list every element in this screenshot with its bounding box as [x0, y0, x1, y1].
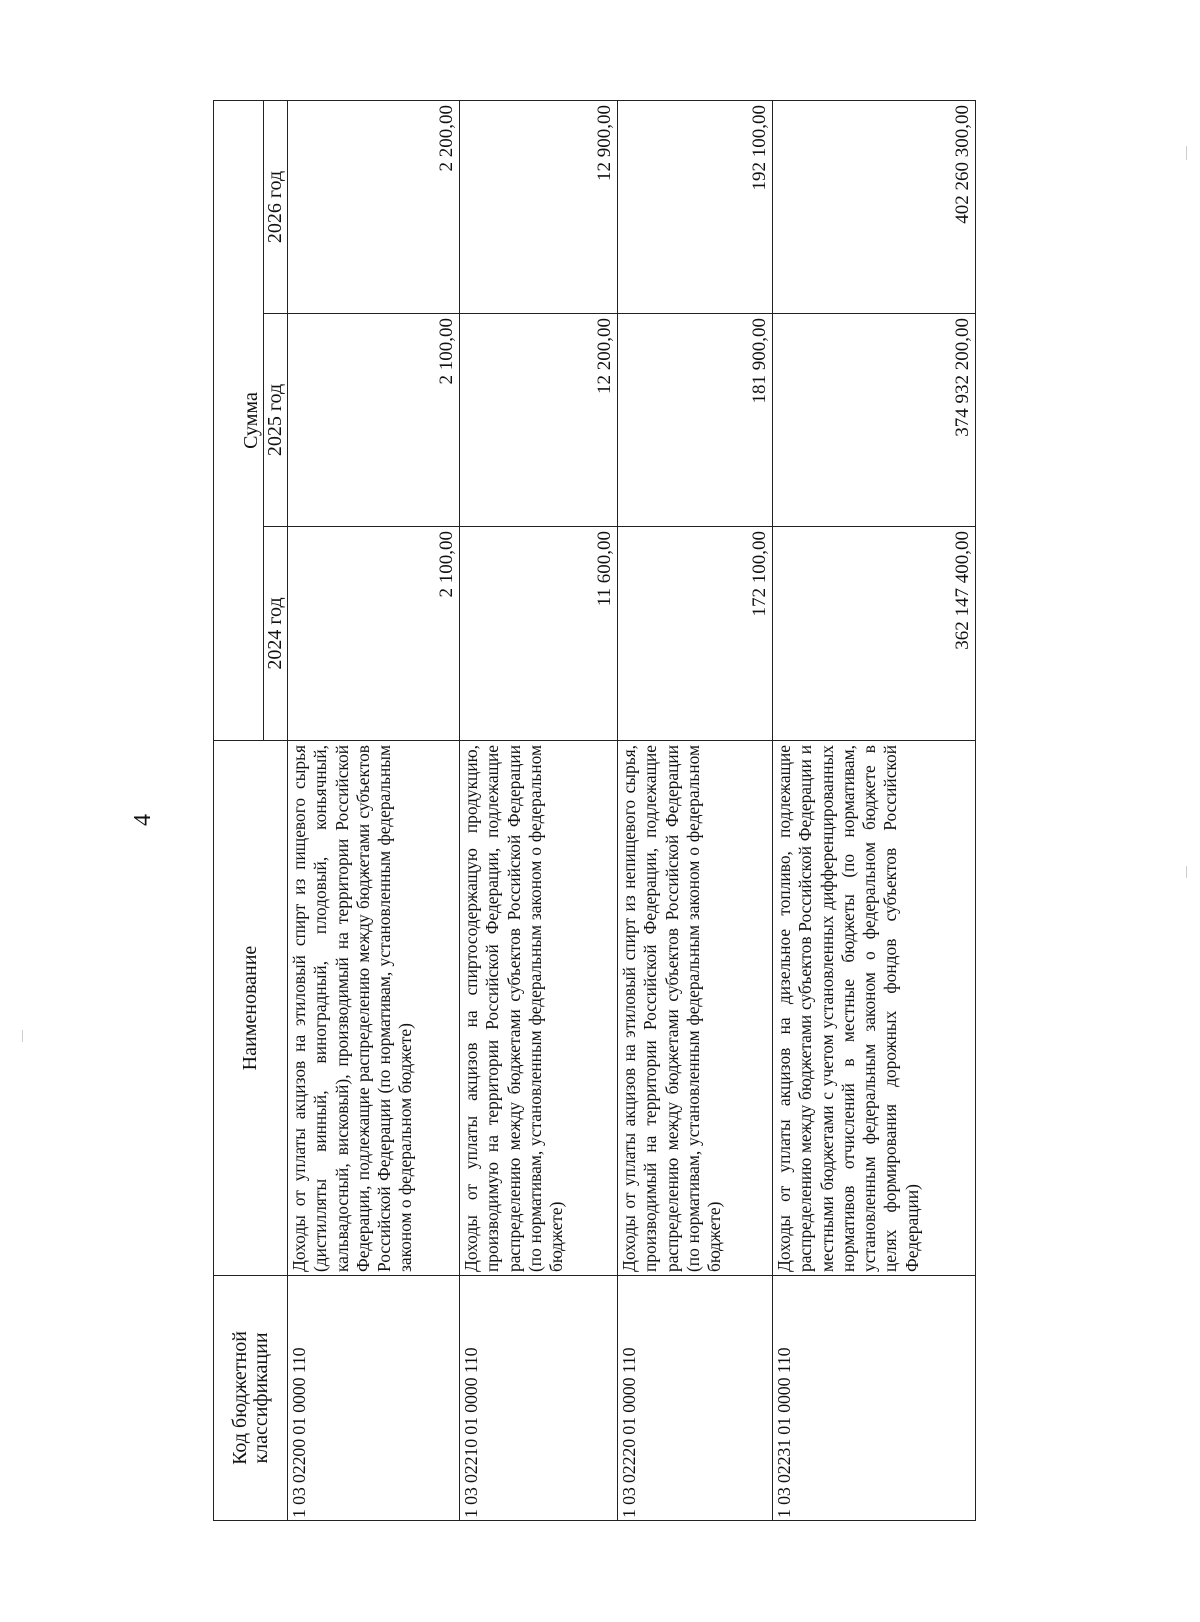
scan-mark — [22, 1030, 23, 1042]
budget-income-table — [213, 101, 973, 1521]
row-amount-2026: 12 900,00 — [460, 100, 618, 313]
row-name: Доходы от уплаты акцизов на спиртосодержащую продукцию, производимую на территории Российской Федерации, подлежащие распределению между бюджетами субъектов Российской Федерации (по нормативам, установленным федеральным законом о федеральном бюджете) — [460, 741, 618, 1276]
row-amount-2024: 11 600,00 — [460, 527, 618, 741]
row-code: 1 03 02231 01 0000 110 — [773, 1276, 976, 1521]
table-row — [773, 100, 976, 1520]
row-amount-2025: 12 200,00 — [460, 314, 618, 527]
scan-mark — [1186, 866, 1187, 878]
row-name: Доходы от уплаты акцизов на этиловый спирт из пищевого сырья (дистилляты винный, виноградный, плодовый, коньячный, кальвадосный, висковый), производимый на территории Российской Федерации, подлежащие распределению между бюджетами субъектов Российской Федерации (по нормативам, установленным федеральным законом о федеральном бюджете) — [288, 741, 460, 1276]
row-code: 1 03 02200 01 0000 110 — [288, 1276, 460, 1521]
table-row — [460, 100, 618, 1520]
row-name: Доходы от уплаты акцизов на этиловый спирт из непищевого сырья, производимый на территории Российской Федерации, подлежащие распределению между бюджетами субъектов Российской Федерации (по нормативам, установленным федеральным законом о федеральном бюджете) — [618, 741, 773, 1276]
row-amount-2025: 374 932 200,00 — [773, 314, 976, 527]
scan-mark — [1186, 146, 1187, 160]
header-code: Код бюджетной классификации — [214, 1276, 288, 1521]
row-amount-2024: 172 100,00 — [618, 527, 773, 741]
page-number: 4 — [130, 814, 156, 826]
row-amount-2025: 2 100,00 — [288, 314, 460, 527]
row-amount-2024: 362 147 400,00 — [773, 527, 976, 741]
header-year-2025: 2025 год — [264, 314, 288, 527]
row-name: Доходы от уплаты акцизов на дизельное топливо, подлежащие распределению между бюджетами субъектов Российской Федерации и местными бюджетами с учетом установленных дифференцированных нормативов отчислений в местные бюджеты (по нормативам, установленным федеральным законом о федеральном бюджете в целях формирования дорожных фондов субъектов Российской Федерации) — [773, 741, 976, 1276]
table-row — [618, 100, 773, 1520]
header-sum: Сумма — [214, 100, 264, 740]
row-amount-2025: 181 900,00 — [618, 314, 773, 527]
row-amount-2026: 2 200,00 — [288, 100, 460, 313]
row-amount-2026: 192 100,00 — [618, 100, 773, 313]
header-year-2024: 2024 год — [264, 527, 288, 741]
row-code: 1 03 02220 01 0000 110 — [618, 1276, 773, 1521]
table-row — [288, 100, 460, 1520]
row-amount-2026: 402 260 300,00 — [773, 100, 976, 313]
header-year-2026: 2026 год — [264, 100, 288, 313]
header-name: Наименование — [214, 741, 288, 1276]
row-code: 1 03 02210 01 0000 110 — [460, 1276, 618, 1521]
income-table — [213, 100, 976, 1521]
row-amount-2024: 2 100,00 — [288, 527, 460, 741]
